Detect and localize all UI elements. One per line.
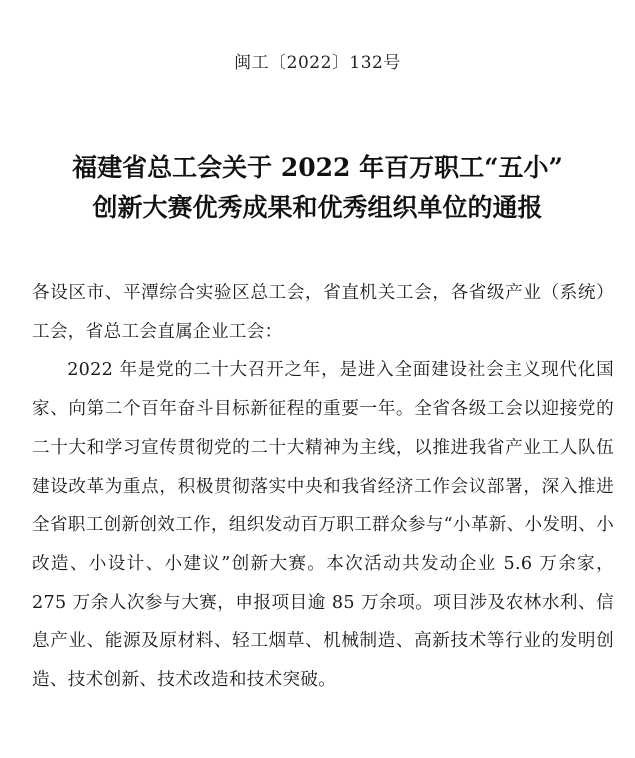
salutation: 各设区市、平潭综合实验区总工会，省直机关工会，各省级产业（系统）工会，省总工会直属企业工会： xyxy=(32,283,614,342)
document-body xyxy=(32,274,614,700)
document-number: 闽工〔2022〕132号 xyxy=(234,53,401,73)
document-title-line-1: 福建省总工会关于 2022 年百万职工“五小” xyxy=(72,153,563,182)
document-title xyxy=(0,148,635,228)
body-paragraph: 2022 年是党的二十大召开之年，是进入全面建设社会主义现代化国家、向第二个百年奋斗目标新征程的重要一年。全省各级工会以迎接党的二十大和学习宣传贯彻党的二十大精神为主线，以推进我省产业工人队伍建设改革为重点，积极贯彻落实中央和我省经济工作会议部署，深入推进全省职工创新创效工作，组织发动百万职工群众参与“小革新、小发明、小改造、小设计、小建议”创新大赛。本次活动共发动企业 5.6 万余家，275 万余人次参与大赛，申报项目逾 85 万余项。项目涉及农林水利、信息产业、能源及原材料、轻工烟草、机械制造、高新技术等行业的发明创造、技术创新、技术改造和技术突破。 xyxy=(32,360,614,691)
document-title-line-2: 创新大赛优秀成果和优秀组织单位的通报 xyxy=(92,193,543,222)
